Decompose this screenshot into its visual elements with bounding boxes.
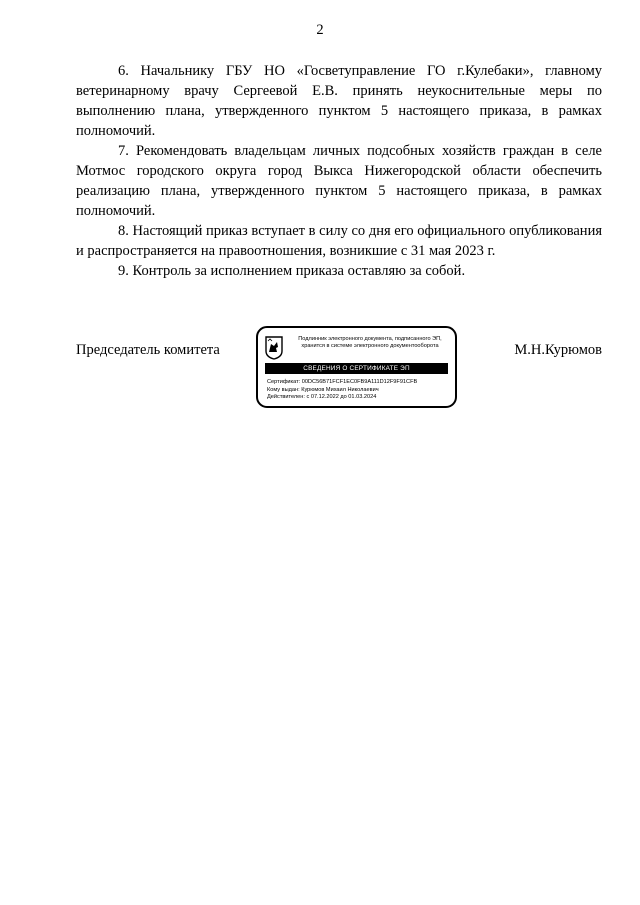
stamp-note [286, 336, 454, 350]
signatory-name: М.Н.Курюмов [514, 342, 602, 358]
paragraph-9: 9. Контроль за исполнением приказа оставляю за собой. [118, 263, 466, 279]
stamp-note-line: Подлинник электронного документа, подписанного ЭП, [298, 336, 442, 342]
document-body [76, 61, 602, 281]
certificate-owner: Кому выдан: Курюмов Михаил Николаевич [267, 386, 379, 393]
signature-block [76, 326, 602, 412]
certificate-number: Сертификат: 00DC56B71FCF1EC0FB9A111D12F9F91CFB [267, 379, 418, 385]
coat-of-arms-icon [265, 336, 283, 360]
certificate-details [267, 379, 449, 402]
signatory-title: Председатель комитета [76, 342, 220, 358]
stamp-note-line: хранится в системе электронного документооборота [301, 343, 439, 349]
page-number: 2 [316, 22, 324, 38]
paragraph-8: 8. Настоящий приказ вступает в силу со дня его официального опубликования и распространяется на правоотношения, возникшие с 31 мая 2023 г. [76, 223, 602, 259]
paragraph-6: 6. Начальнику ГБУ НО «Госветуправление ГО г.Кулебаки», главному ветеринарному врачу Сергеевой Е.В. принять неукоснительные меры по выполнению плана, утвержденного пунктом 5 настоящего приказа, в рамках полномочий. [76, 63, 602, 139]
paragraph-7: 7. Рекомендовать владельцам личных подсобных хозяйств граждан в селе Мотмос городского округа город Выкса Нижегородской области обеспечить реализацию плана, утвержденного пунктом 5 настоящего приказа, в рамках полномочий. [76, 143, 602, 219]
certificate-validity: Действителен: с 07.12.2022 до 01.03.2024 [267, 394, 377, 400]
electronic-signature-stamp [256, 326, 457, 408]
certificate-info-banner: СВЕДЕНИЯ О СЕРТИФИКАТЕ ЭП [265, 363, 448, 374]
